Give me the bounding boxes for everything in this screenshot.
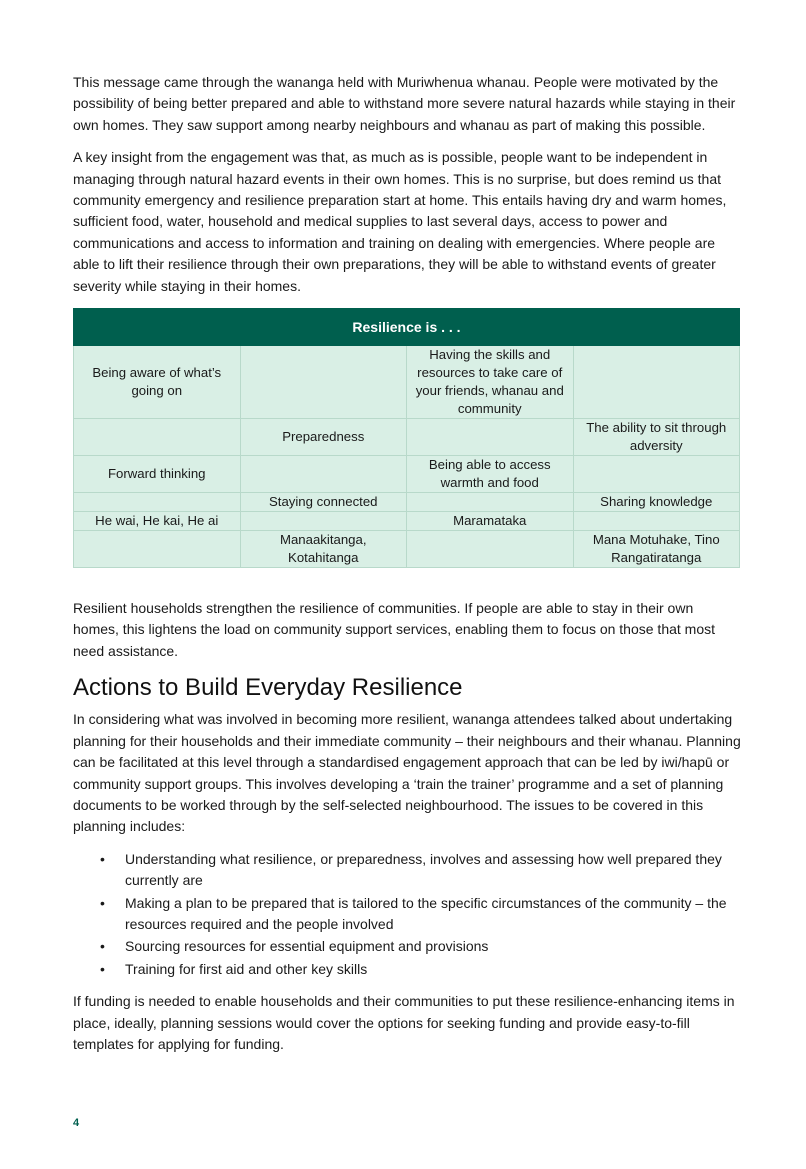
table-cell: Maramataka — [407, 512, 574, 531]
table-cell — [74, 531, 241, 568]
table-cell: Manaakitanga, Kotahitanga — [240, 531, 407, 568]
table-cell — [240, 346, 407, 419]
table-cell — [407, 493, 574, 512]
table-header: Resilience is . . . — [74, 309, 740, 346]
table-cell: Preparedness — [240, 419, 407, 456]
table-cell: Forward thinking — [74, 456, 241, 493]
table-cell — [573, 456, 740, 493]
page-number: 4 — [73, 1117, 80, 1129]
table-row — [74, 512, 740, 531]
table-cell — [74, 493, 241, 512]
list-item: • Understanding what resilience, or preparedness, involves and assessing how well prepared they currently are — [125, 849, 741, 892]
page-content — [73, 72, 741, 1066]
closing-paragraph: If funding is needed to enable households and their communities to put these resilience-enhancing items in place, ideally, planning sessions would cover the options for seeking funding and provide easy-to-fill templates for applying for funding. — [73, 993, 735, 1052]
table-cell — [240, 456, 407, 493]
resilience-table — [73, 308, 740, 568]
table-row — [74, 456, 740, 493]
table-row — [74, 493, 740, 512]
planning-issues-list — [73, 849, 741, 980]
post-table-paragraph: Resilient households strengthen the resilience of communities. If people are able to stay in their own homes, this lightens the load on community support services, enabling them to focus on those that most need assistance. — [73, 600, 716, 659]
table-cell: Mana Motuhake, Tino Rangatiratanga — [573, 531, 740, 568]
table-cell — [74, 419, 241, 456]
table-cell — [573, 512, 740, 531]
table-cell: Being aware of what’s going on — [74, 346, 241, 419]
table-cell — [240, 512, 407, 531]
intro-paragraph-1: This message came through the wananga held with Muriwhenua whanau. People were motivated by the possibility of being better prepared and able to withstand more severe natural hazards while staying in their own homes. They saw support among nearby neighbours and whanau as part of making this possible. — [73, 74, 736, 133]
table-cell: Staying connected — [240, 493, 407, 512]
section-paragraph: In considering what was involved in becoming more resilient, wananga attendees talked about undertaking planning for their households and their immediate community – their neighbours and their whanau. Planning can be facilitated at this level through a standardised engagement approach that can be led by iwi/hapū or community support groups. This involves developing a ‘train the trainer’ programme and a set of planning documents to be worked through by the self-selected neighbourhood. The issues to be covered in this planning includes: — [73, 711, 741, 835]
section-heading: Actions to Build Everyday Resilience — [73, 674, 463, 702]
list-item: • Making a plan to be prepared that is tailored to the specific circumstances of the community – the resources required and the people involved — [125, 893, 741, 936]
table-cell: Having the skills and resources to take care of your friends, whanau and community — [407, 346, 574, 419]
table-row — [74, 531, 740, 568]
list-item: • Training for first aid and other key skills — [125, 959, 741, 980]
table-row — [74, 346, 740, 419]
table-row — [74, 419, 740, 456]
table-cell: The ability to sit through adversity — [573, 419, 740, 456]
table-cell — [573, 346, 740, 419]
list-item: • Sourcing resources for essential equipment and provisions — [125, 936, 741, 957]
table-cell — [407, 419, 574, 456]
intro-paragraph-2: A key insight from the engagement was that, as much as is possible, people want to be independent in managing through natural hazard events in their own homes. This is no surprise, but does remind us that community emergency and resilience preparation start at home. This entails having dry and warm homes, sufficient food, water, household and medical supplies to last several days, access to power and communications and access to information and training on dealing with emergencies. Where people are able to lift their resilience through their own preparations, they will be able to withstand events of greater severity while staying in their homes. — [73, 149, 727, 294]
table-cell: Sharing knowledge — [573, 493, 740, 512]
table-cell — [407, 531, 574, 568]
table-cell: Being able to access warmth and food — [407, 456, 574, 493]
table-cell: He wai, He kai, He ai — [74, 512, 241, 531]
